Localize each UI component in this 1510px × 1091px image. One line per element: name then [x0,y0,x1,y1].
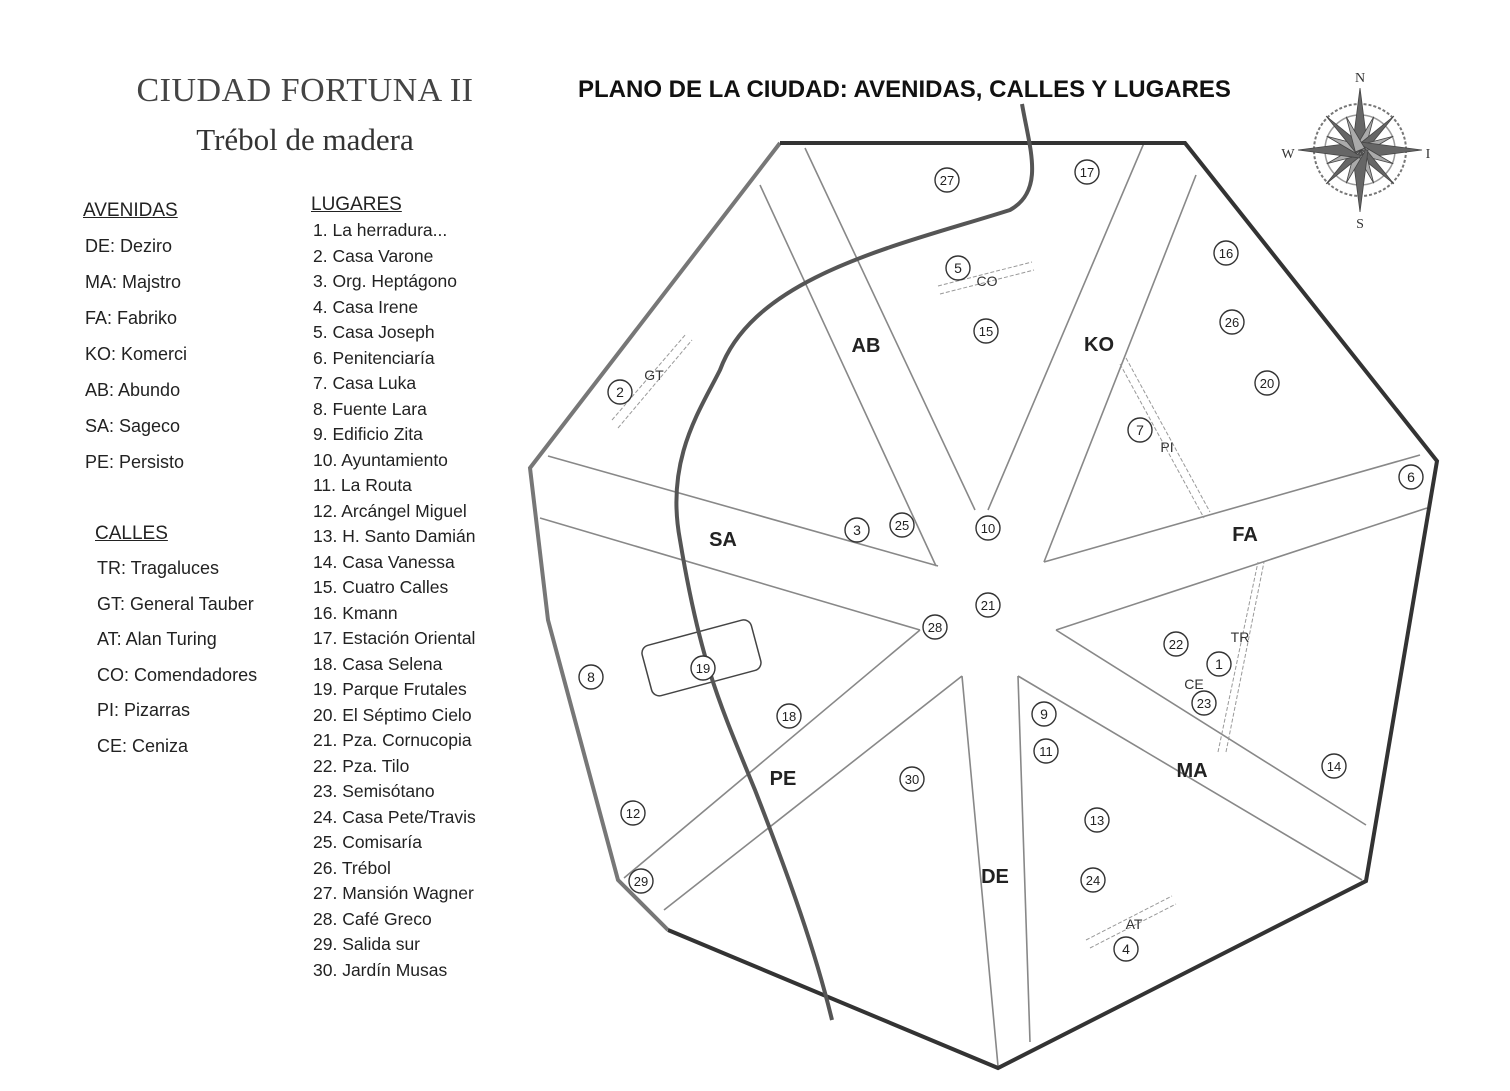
place-marker [946,256,970,280]
lugar-item: 9. Edificio Zita [313,424,423,444]
lugar-item: 8. Fuente Lara [313,398,427,419]
place-number: 5 [954,260,962,276]
place-marker [1207,652,1231,676]
lugar-item: 5. Casa Joseph [313,322,435,342]
place-number: 18 [781,709,797,724]
calle-item: AT: Alan Turing [97,629,217,649]
lugar-item: 7. Casa Luka [313,373,417,393]
lugares-heading: LUGARES [311,194,402,215]
place-marker [1081,868,1105,892]
avenue-edge [664,676,962,910]
place-number: 10 [980,521,996,536]
place-marker [935,168,959,192]
lugar-item: 6. Penitenciaría [313,347,435,368]
avenida-item: PE: Persisto [85,452,185,472]
lugar-item: 13. H. Santo Damián [313,526,476,546]
lugar-item: 4. Casa Irene [313,296,419,317]
place-marker [608,380,632,404]
place-marker [1164,632,1188,656]
place-marker [1128,418,1152,442]
place-number: 7 [1136,422,1144,438]
place-number: 17 [1079,165,1095,180]
place-marker [900,767,924,791]
avenidas-heading: AVENIDAS [83,200,178,221]
compass-south-label: S [1356,217,1364,232]
map-heading: PLANO DE LA CIUDAD: AVENIDAS, CALLES Y LUGARES [578,76,1231,103]
place-number: 22 [1168,637,1184,652]
street-line [1226,562,1264,752]
avenue-edge [988,143,1144,510]
avenue-label: SA [709,529,737,551]
avenue-edge [624,630,920,878]
lugar-item: 3. Org. Heptágono [313,271,457,291]
place-marker [579,665,603,689]
place-marker [1114,937,1138,961]
lugar-item: 22. Pza. Tilo [313,755,410,776]
place-marker [1034,739,1058,763]
avenue-edge [548,456,938,566]
place-marker [976,516,1000,540]
side-streets [612,262,1264,948]
lugar-item: 27. Mansión Wagner [313,883,474,903]
place-number: 19 [695,661,711,676]
place-number: 2 [616,384,624,400]
river [676,104,1032,1020]
place-marker [976,593,1000,617]
avenida-item: DE: Deziro [85,236,173,256]
avenida-item: FA: Fabriko [85,308,178,328]
place-number: 1 [1215,656,1223,672]
street-label: CO [976,273,998,289]
place-marker [845,518,869,542]
lugar-item: 16. Kmann [313,602,398,623]
lugar-item: 17. Estación Oriental [313,628,476,648]
lugar-item: 19. Parque Frutales [313,679,467,699]
place-marker [974,319,998,343]
lugar-item: 15. Cuatro Calles [313,577,449,597]
place-number: 20 [1259,376,1275,391]
lugar-item: 2. Casa Varone [313,245,434,266]
lugar-item: 12. Arcángel Miguel [313,500,467,521]
place-number: 6 [1407,469,1415,485]
street-label: PI [1160,439,1174,455]
compass-rose-icon [1281,71,1430,232]
calle-item: GT: General Tauber [97,593,254,614]
avenue-label: KO [1084,334,1114,356]
calle-item: CO: Comendadores [97,664,258,685]
avenue-label: FA [1232,524,1258,546]
lugar-item: 14. Casa Vanessa [313,551,455,572]
lugar-item: 1. La herradura... [313,220,448,240]
place-number: 28 [927,620,943,635]
place-number: 27 [939,173,955,188]
avenue-label: AB [851,335,881,357]
lugar-item: 30. Jardín Musas [313,959,448,980]
lugar-item: 25. Comisaría [313,832,422,852]
calle-item: PI: Pizarras [97,700,191,720]
calle-item: TR: Tragaluces [97,558,220,578]
avenue-edge [805,148,975,510]
place-marker [1322,754,1346,778]
place-number: 8 [587,669,595,685]
street-label: CE [1184,676,1204,692]
place-marker [1075,160,1099,184]
place-marker [1399,465,1423,489]
place-number: 29 [633,874,649,889]
street-label: AT [1125,916,1143,932]
compass-east-label: I [1425,147,1431,162]
place-number: 21 [980,598,996,613]
calle-item: CE: Ceniza [97,735,189,756]
street-label: GT [644,367,664,383]
lugar-item: 18. Casa Selena [313,653,443,674]
avenida-item: AB: Abundo [85,380,181,400]
lugar-item: 20. El Séptimo Cielo [313,704,472,725]
lugar-item: 24. Casa Pete/Travis [313,806,476,827]
compass-north-label: N [1354,71,1366,86]
place-number: 16 [1218,246,1234,261]
place-marker [691,656,715,680]
avenida-item: MA: Majstro [85,272,182,292]
place-number: 23 [1196,696,1212,711]
avenue-label: PE [769,768,797,790]
place-number: 25 [894,518,910,533]
map-title: CIUDAD FORTUNA II [136,72,474,109]
place-number: 30 [904,772,920,787]
place-marker [1032,702,1056,726]
lugar-item: 28. Café Greco [313,908,432,929]
avenida-item: SA: Sageco [85,416,181,436]
lugar-item: 11. La Routa [313,475,412,495]
map-subtitle: Trébol de madera [196,122,414,157]
place-marker [1192,691,1216,715]
place-number: 24 [1085,873,1101,888]
avenida-item: KO: Komerci [85,344,188,364]
place-marker [629,869,653,893]
place-number: 15 [978,324,994,339]
avenue-label: DE [981,866,1009,888]
place-number: 9 [1040,706,1048,722]
lugar-item: 21. Pza. Cornucopia [313,730,472,750]
place-number: 4 [1122,941,1130,957]
lugar-item: 26. Trébol [313,857,391,878]
place-marker [1255,371,1279,395]
place-marker [1220,310,1244,334]
place-number: 13 [1089,813,1105,828]
street-labels [644,273,1249,932]
place-number: 3 [853,522,861,538]
place-marker [890,513,914,537]
place-number: 12 [625,806,641,821]
place-number: 11 [1039,744,1053,759]
lugar-item: 29. Salida sur [313,934,421,954]
place-marker [1214,241,1238,265]
lugar-item: 10. Ayuntamiento [313,449,448,470]
place-marker [621,801,645,825]
street-label: TR [1230,629,1250,645]
calles-heading: CALLES [95,523,168,544]
avenue-edge [1018,676,1030,1042]
place-marker [777,704,801,728]
compass-west-label: W [1281,147,1295,162]
place-number: 26 [1224,315,1240,330]
avenue-edge [1044,175,1196,562]
place-number: 14 [1326,759,1342,774]
place-marker [923,615,947,639]
place-marker [1085,808,1109,832]
lugar-item: 23. Semisótano [313,781,435,801]
avenue-label: MA [1176,760,1208,782]
